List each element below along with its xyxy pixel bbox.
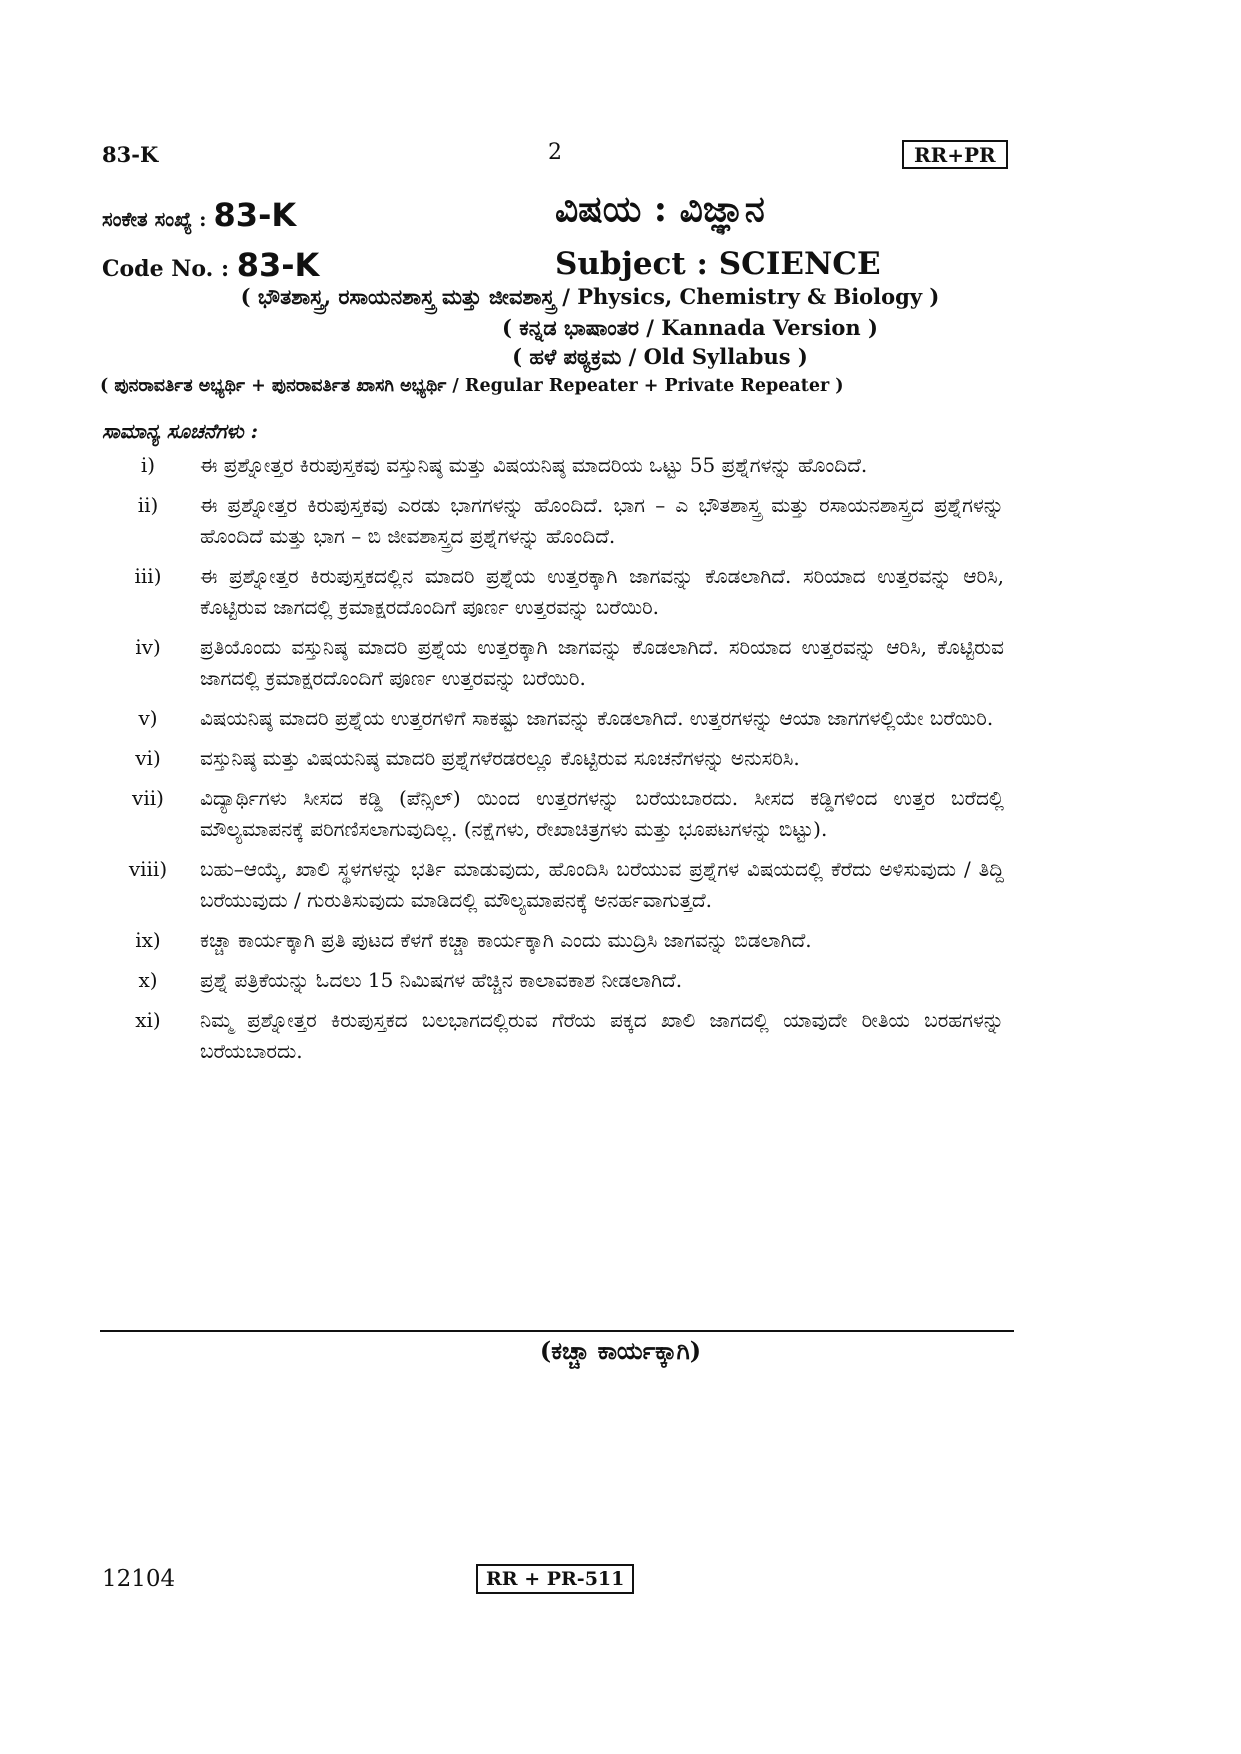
instruction-number: iv) xyxy=(135,635,161,659)
instruction-item xyxy=(102,783,1012,845)
instruction-item xyxy=(102,925,1012,956)
instruction-number: vii) xyxy=(132,786,164,810)
rough-work-label: (ಕಚ್ಚಾ ಕಾರ್ಯಕ್ಕಾಗಿ) xyxy=(539,1336,702,1365)
subtitle-version: ( ಕನ್ನಡ ಭಾಷಾಂತರ / Kannada Version ) xyxy=(502,315,878,340)
instruction-number: x) xyxy=(138,968,158,992)
instruction-number: v) xyxy=(138,706,158,730)
instruction-number: vi) xyxy=(135,746,161,770)
code-english-label: Code No. : xyxy=(102,256,230,282)
instruction-item xyxy=(102,561,1012,623)
code-english xyxy=(102,246,319,284)
instruction-item xyxy=(102,1005,1012,1067)
code-kannada-label: ಸಂಕೇತ ಸಂಖ್ಯೆ : xyxy=(102,207,207,231)
code-kannada-value: 83-K xyxy=(213,196,297,234)
code-english-value: 83-K xyxy=(236,246,320,284)
instruction-item xyxy=(102,854,1012,916)
instruction-item xyxy=(102,965,1012,996)
instruction-text: ಪ್ರಶ್ನೆ ಪತ್ರಿಕೆಯನ್ನು ಓದಲು 15 ನಿಮಿಷಗಳ ಹೆಚ್ಚಿನ ಕಾಲಾವಕಾಶ ನೀಡಲಾಗಿದೆ. xyxy=(200,968,683,992)
code-kannada xyxy=(102,196,296,234)
instruction-text: ನಿಮ್ಮ ಪ್ರಶ್ನೋತ್ತರ ಕಿರುಪುಸ್ತಕದ ಬಲಭಾಗದಲ್ಲಿರುವ ಗೆರೆಯ ಪಕ್ಕದ ಖಾಲಿ ಜಾಗದಲ್ಲಿ ಯಾವುದೇ ರೀತಿಯ ಬರಹಗಳನ್ನು ಬರೆಯಬಾರದು. xyxy=(200,1008,1004,1063)
instruction-text: ಈ ಪ್ರಶ್ನೋತ್ತರ ಕಿರುಪುಸ್ತಕದಲ್ಲಿನ ಮಾದರಿ ಪ್ರಶ್ನೆಯ ಉತ್ತರಕ್ಕಾಗಿ ಜಾಗವನ್ನು ಕೊಡಲಾಗಿದೆ. ಸರಿಯಾದ ಉತ್ತರವನ್ನು ಆರಿಸಿ, ಕೊಟ್ಟಿರುವ ಜಾಗದಲ್ಲಿ ಕ್ರಮಾಕ್ಷರದೊಂದಿಗೆ ಪೂರ್ಣ ಉತ್ತರವನ್ನು ಬರೆಯಿರಿ. xyxy=(200,564,1004,619)
instructions-list xyxy=(102,450,1012,1076)
instruction-number: ii) xyxy=(137,493,159,517)
header-code: 83-K xyxy=(102,142,159,167)
subtitle-syllabus: ( ಹಳೆ ಪಠ್ಯಕ್ರಮ / Old Syllabus ) xyxy=(512,344,808,369)
instruction-text: ಪ್ರತಿಯೊಂದು ವಸ್ತುನಿಷ್ಠ ಮಾದರಿ ಪ್ರಶ್ನೆಯ ಉತ್ತರಕ್ಕಾಗಿ ಜಾಗವನ್ನು ಕೊಡಲಾಗಿದೆ. ಸರಿಯಾದ ಉತ್ತರವನ್ನು ಆರಿಸಿ, ಕೊಟ್ಟಿರುವ ಜಾಗದಲ್ಲಿ ಕ್ರಮಾಕ್ಷರದೊಂದಿಗೆ ಪೂರ್ಣ ಉತ್ತರವನ್ನು ಬರೆಯಿರಿ. xyxy=(200,635,1004,690)
subject-kannada: ವಿಷಯ : ವಿಜ್ಞಾನ xyxy=(555,188,765,230)
instruction-text: ಬಹು–ಆಯ್ಕೆ, ಖಾಲಿ ಸ್ಥಳಗಳನ್ನು ಭರ್ತಿ ಮಾಡುವುದು, ಹೊಂದಿಸಿ ಬರೆಯುವ ಪ್ರಶ್ನೆಗಳ ವಿಷಯದಲ್ಲಿ ಕೆರೆದು ಅಳಿಸುವುದು / ತಿದ್ದಿ ಬರೆಯುವುದು / ಗುರುತಿಸುವುದು ಮಾಡಿದಲ್ಲಿ ಮೌಲ್ಯಮಾಪನಕ್ಕೆ ಅನರ್ಹವಾಗುತ್ತದೆ. xyxy=(200,857,1004,912)
divider-line xyxy=(100,1330,1014,1332)
page-number: 2 xyxy=(548,140,562,165)
instruction-number: ix) xyxy=(135,928,161,952)
subject-english: Subject : SCIENCE xyxy=(555,246,881,282)
subtitle-candidate-type: ( ಪುನರಾವರ್ತಿತ ಅಭ್ಯರ್ಥಿ + ಪುನರಾವರ್ತಿತ ಖಾಸಗಿ ಅಭ್ಯರ್ಥಿ / Regular Repeater + Private Repeater ) xyxy=(100,376,844,396)
instruction-number: xi) xyxy=(135,1008,161,1032)
footer-code-box: RR + PR-511 xyxy=(476,1564,634,1594)
instruction-text: ಈ ಪ್ರಶ್ನೋತ್ತರ ಕಿರುಪುಸ್ತಕವು ವಸ್ತುನಿಷ್ಠ ಮತ್ತು ವಿಷಯನಿಷ್ಠ ಮಾದರಿಯ ಒಟ್ಟು 55 ಪ್ರಶ್ನೆಗಳನ್ನು ಹೊಂದಿದೆ. xyxy=(200,453,868,477)
instruction-text: ವಿದ್ಯಾರ್ಥಿಗಳು ಸೀಸದ ಕಡ್ಡಿ (ಪೆನ್ಸಿಲ್) ಯಿಂದ ಉತ್ತರಗಳನ್ನು ಬರೆಯಬಾರದು. ಸೀಸದ ಕಡ್ಡಿಗಳಿಂದ ಉತ್ತರ ಬರೆದಲ್ಲಿ ಮೌಲ್ಯಮಾಪನಕ್ಕೆ ಪರಿಗಣಿಸಲಾಗುವುದಿಲ್ಲ. (ನಕ್ಷೆಗಳು, ರೇಖಾಚಿತ್ರಗಳು ಮತ್ತು ಭೂಪಟಗಳನ್ನು ಬಿಟ್ಟು). xyxy=(200,786,1004,841)
footer-serial: 12104 xyxy=(102,1566,176,1592)
subtitle-subjects: ( ಭೌತಶಾಸ್ತ್ರ, ರಸಾಯನಶಾಸ್ತ್ರ ಮತ್ತು ಜೀವಶಾಸ್ತ್ರ / Physics, Chemistry & Biology ) xyxy=(240,284,940,309)
instructions-title: ಸಾಮಾನ್ಯ ಸೂಚನೆಗಳು : xyxy=(102,419,258,443)
instruction-item xyxy=(102,743,1012,774)
instruction-text: ಕಚ್ಚಾ ಕಾರ್ಯಕ್ಕಾಗಿ ಪ್ರತಿ ಪುಟದ ಕೆಳಗೆ ಕಚ್ಚಾ ಕಾರ್ಯಕ್ಕಾಗಿ ಎಂದು ಮುದ್ರಿಸಿ ಜಾಗವನ್ನು ಬಿಡಲಾಗಿದೆ. xyxy=(200,928,812,952)
instruction-item xyxy=(102,632,1012,694)
instruction-number: iii) xyxy=(134,564,162,588)
instruction-text: ಈ ಪ್ರಶ್ನೋತ್ತರ ಕಿರುಪುಸ್ತಕವು ಎರಡು ಭಾಗಗಳನ್ನು ಹೊಂದಿದೆ. ಭಾಗ – ಎ ಭೌತಶಾಸ್ತ್ರ ಮತ್ತು ರಸಾಯನಶಾಸ್ತ್ರದ ಪ್ರಶ್ನೆಗಳನ್ನು ಹೊಂದಿದೆ ಮತ್ತು ಭಾಗ – ಬಿ ಜೀವಶಾಸ್ತ್ರದ ಪ್ರಶ್ನೆಗಳನ್ನು ಹೊಂದಿದೆ. xyxy=(200,493,1004,548)
instruction-number: viii) xyxy=(128,857,168,881)
instruction-number: i) xyxy=(140,453,156,477)
instruction-text: ವಸ್ತುನಿಷ್ಠ ಮತ್ತು ವಿಷಯನಿಷ್ಠ ಮಾದರಿ ಪ್ರಶ್ನೆಗಳೆರಡರಲ್ಲೂ ಕೊಟ್ಟಿರುವ ಸೂಚನೆಗಳನ್ನು ಅನುಸರಿಸಿ. xyxy=(200,746,800,770)
instruction-item xyxy=(102,490,1012,552)
instruction-item xyxy=(102,703,1012,734)
instruction-text: ವಿಷಯನಿಷ್ಠ ಮಾದರಿ ಪ್ರಶ್ನೆಯ ಉತ್ತರಗಳಿಗೆ ಸಾಕಷ್ಟು ಜಾಗವನ್ನು ಕೊಡಲಾಗಿದೆ. ಉತ್ತರಗಳನ್ನು ಆಯಾ ಜಾಗಗಳಲ್ಲಿಯೇ ಬರೆಯಿರಿ. xyxy=(200,706,994,730)
header-tag-box: RR+PR xyxy=(902,140,1008,169)
instruction-item xyxy=(102,450,1012,481)
